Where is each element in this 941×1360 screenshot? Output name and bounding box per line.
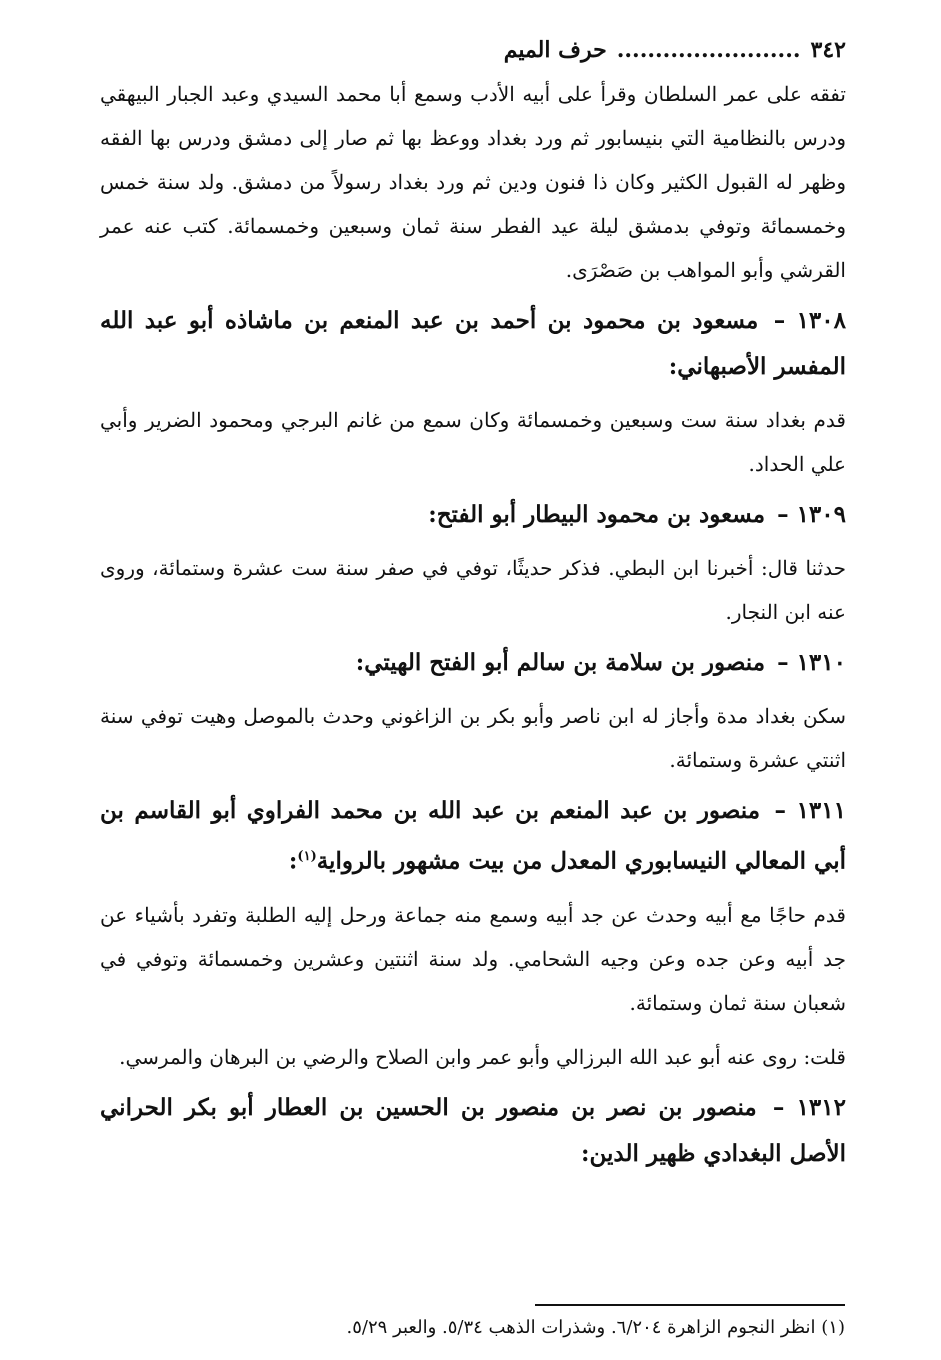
entry-name: مسعود بن محمود بن أحمد بن عبد المنعم بن ماشاذه أبو عبد الله المفسر الأصبهاني: [100,307,846,380]
entry-body-1309: حدثنا قال: أخبرنا ابن البطي. فذكر حديثًا، توفي في صفر سنة ست عشرة وستمائة، وروى عنه ابن النجار. [100,556,846,624]
entry-heading-1311 [100,788,846,885]
chapter-title: حرف الميم [503,37,607,63]
entry-name: مسعود بن محمود البيطار أبو الفتح: [428,501,766,528]
entry-heading-1309 [100,492,846,538]
entry-heading-1310 [100,640,846,686]
page-number: ٣٤٢ [810,37,846,63]
entry-number: ١٣١٠ – [777,649,846,676]
footnote: (١) انظر النجوم الزاهرة ٦/٢٠٤. وشذرات الذهب ٥/٣٤. والعبر ٥/٢٩. [346,1317,845,1338]
footnote-reference[interactable]: (١) [297,849,317,864]
entry-heading-1312 [100,1085,846,1177]
book-page [100,28,846,1185]
entry-name-colon: : [288,847,298,875]
entry-name: منصور بن نصر بن منصور بن الحسين بن العطار أبو بكر الحراني الأصل البغدادي ظهير الدين: [100,1093,846,1167]
entry-number: ١٣٠٨ – [773,307,846,334]
entry-number: ١٣٠٩ – [777,501,846,528]
entry-name: منصور بن عبد المنعم بن عبد الله بن محمد الفراوي أبو القاسم بن أبي المعالي النيسابوري المعدل من بيت مشهور بالرواية [100,797,846,875]
entry-number: ١٣١١ – [774,797,846,824]
entry-heading-1308 [100,298,846,390]
entry-body-1311: قدم حاجًا مع أبيه وحدث عن جد أبيه وسمع منه جماعة ورحل إليه الطلبة وتفرد بأشياء عن جد أبيه وعن جده وعن وجيه الشحامي. ولد سنة اثنتين وعشرين وخمسمائة وتوفي في شعبان سنة ثمان وستمائة. [100,902,846,1015]
entry-note-1311: قلت: روى عنه أبو عبد الله البرزالي وأبو عمر وابن الصلاح والرضي بن البرهان والمرسي. [119,1044,846,1069]
continued-biography-paragraph: تفقه على عمر السلطان وقرأ على أبيه الأدب وسمع أبا محمد السيدي وعبد الجبار البيهقي ودرس بالنظامية التي بنيسابور ثم ورد بغداد ووعظ بها ثم صار إلى دمشق ودرس بها الفقه وظهر له القبول الكثير وكان ذا فنون ودين ثم ورد بغداد رسولاً من دمشق. ولد سنة خمس وخمسمائة وتوفي بدمشق ليلة عيد الفطر سنة ثمان وسبعين وخمسمائة. كتب عنه عمر القرشي وأبو المواهب بن صَصْرَى. [100,82,846,282]
entry-number: ١٣١٢ – [772,1093,846,1121]
entry-name: منصور بن سلامة بن سالم أبو الفتح الهيتي: [355,649,766,676]
running-header [100,28,846,72]
footnote-divider [535,1304,845,1306]
entry-body-1308: قدم بغداد سنة ست وسبعين وخمسمائة وكان سمع من غانم البرجي ومحمود الضرير وأبي علي الحداد. [100,408,846,476]
header-leader-dots: ........................ [616,37,801,63]
entry-body-1310: سكن بغداد مدة وأجاز له ابن ناصر وأبو بكر بن الزاغوني وحدث بالموصل وهيت توفي سنة اثنتي عشرة وستمائة. [100,704,846,772]
